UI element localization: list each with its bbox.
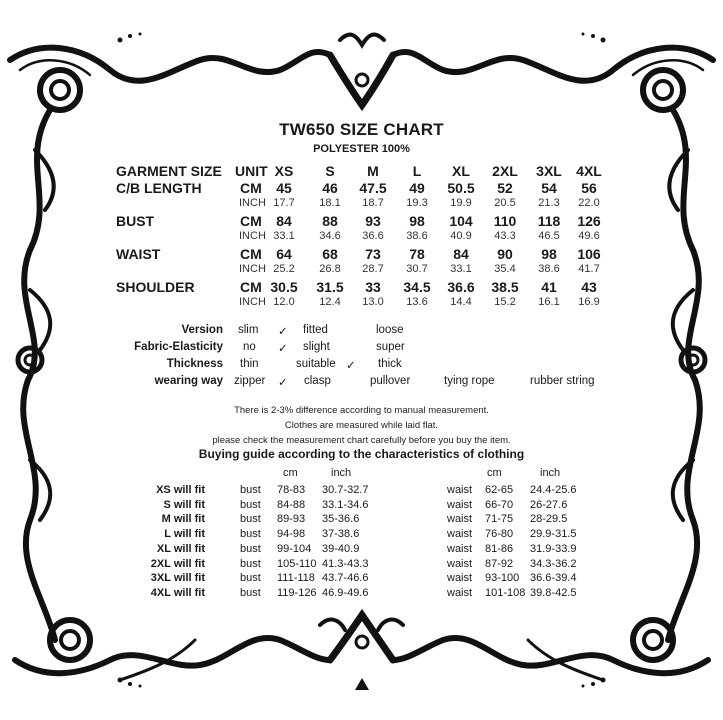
size-header-2xl: 2XL [492, 163, 518, 179]
guide-bust-inch-header: inch [331, 467, 352, 479]
inch-value: 21.3 [538, 197, 560, 209]
top-scroll-right [393, 48, 713, 81]
unit-inch-label: INCH [239, 197, 266, 209]
cm-value: 36.6 [447, 279, 475, 295]
inch-value: 20.5 [494, 197, 516, 209]
attribute-option-thin: thin [240, 358, 259, 370]
chart-title: TW650 SIZE CHART [279, 120, 444, 139]
measurement-label: SHOULDER [116, 279, 195, 295]
cm-value: 90 [497, 246, 513, 262]
guide-waist-cm: 87-92 [485, 557, 514, 570]
guide-bust-inch: 39-40.9 [322, 542, 360, 555]
size-header-xs: XS [274, 163, 294, 179]
guide-size-label: 2XL will fit [150, 557, 205, 570]
unit-cm-label: CM [240, 180, 262, 196]
bottom-center-ornament [330, 615, 393, 660]
attribute-option-tying-rope: tying rope [444, 375, 495, 387]
guide-waist-cm: 101-108 [485, 586, 526, 599]
measurement-label: WAIST [116, 246, 161, 262]
guide-waist-label: waist [447, 528, 473, 541]
guide-waist-inch: 34.3-36.2 [530, 557, 577, 570]
guide-bust-cm: 78-83 [277, 484, 306, 496]
inch-value: 46.5 [538, 230, 560, 242]
guide-waist-inch-header: inch [540, 467, 561, 479]
inch-value: 38.6 [406, 230, 428, 242]
cm-value: 64 [276, 246, 292, 262]
inch-value: 38.6 [538, 263, 560, 275]
guide-waist-cm: 62-65 [485, 484, 514, 496]
unit-header: UNIT [235, 163, 268, 179]
cm-value: 41 [541, 279, 557, 295]
guide-bust-inch: 37-38.6 [322, 528, 360, 541]
cm-value: 38.5 [491, 279, 519, 295]
guide-waist-cm: 81-86 [485, 542, 514, 555]
attribute-option-slim: slim [238, 324, 259, 336]
cm-value: 78 [409, 246, 425, 262]
guide-waist-inch: 31.9-33.9 [530, 542, 577, 555]
guide-bust-cm: 105-110 [277, 557, 317, 570]
inch-value: 33.1 [450, 263, 472, 275]
cm-value: 118 [537, 213, 561, 229]
attribute-option-thick: thick [378, 358, 402, 370]
inch-value: 33.1 [273, 230, 295, 242]
guide-bust-label: bust [240, 542, 261, 555]
inch-value: 12.4 [319, 296, 341, 308]
cm-value: 68 [322, 246, 338, 262]
inch-value: 17.7 [273, 197, 295, 209]
cm-value: 34.5 [403, 279, 431, 295]
attribute-option-super: super [376, 341, 405, 353]
attribute-option-zipper: zipper [234, 375, 266, 387]
guide-bust-inch: 35-36.6 [322, 513, 360, 526]
attribute-option-rubber-string: rubber string [530, 375, 595, 387]
inch-value: 22.0 [578, 197, 600, 209]
guide-bust-cm-header: cm [283, 467, 298, 479]
attribute-label: wearing way [154, 375, 223, 387]
bottom-scroll-left [15, 638, 330, 673]
guide-bust-cm: 111-118 [277, 572, 315, 585]
cm-value: 73 [365, 246, 381, 262]
guide-waist-inch: 29.9-31.5 [530, 528, 577, 541]
guide-bust-inch: 43.7-46.6 [322, 572, 369, 585]
attribute-option-clasp: clasp [304, 375, 331, 387]
guide-waist-inch: 39.8-42.5 [530, 586, 577, 599]
inch-value: 34.6 [319, 230, 341, 242]
cm-value: 46 [322, 180, 338, 196]
inch-value: 13.0 [362, 296, 384, 308]
guide-waist-cm-header: cm [487, 467, 502, 479]
guide-bust-label: bust [240, 498, 261, 511]
inch-value: 36.6 [362, 230, 384, 242]
size-header-m: M [367, 163, 379, 179]
guide-bust-label: bust [240, 572, 261, 585]
attribute-option-loose: loose [376, 324, 404, 336]
cm-value: 104 [449, 213, 473, 229]
guide-size-label: S will fit [163, 498, 205, 511]
check-mark-icon: ✓ [278, 343, 288, 355]
cm-value: 30.5 [270, 279, 298, 295]
inch-value: 18.7 [362, 197, 384, 209]
unit-cm-label: CM [240, 279, 262, 295]
garment-size-header: GARMENT SIZE [116, 163, 222, 179]
guide-bust-cm: 84-88 [277, 498, 306, 511]
guide-waist-cm: 76-80 [485, 528, 514, 541]
measurement-label: C/B LENGTH [116, 180, 202, 196]
bottom-scroll-right [393, 638, 708, 673]
attribute-label: Fabric-Elasticity [134, 341, 223, 353]
cm-value: 50.5 [447, 180, 475, 196]
material-subtitle: POLYESTER 100% [313, 143, 410, 155]
inch-value: 41.7 [578, 263, 600, 275]
cm-value: 54 [541, 180, 557, 196]
size-header-3xl: 3XL [536, 163, 562, 179]
guide-bust-cm: 94-98 [277, 528, 306, 541]
top-scroll-left [10, 48, 330, 81]
cm-value: 98 [541, 246, 557, 262]
guide-bust-cm: 89-93 [277, 513, 306, 526]
guide-size-label: M will fit [161, 513, 205, 526]
cm-value: 93 [365, 213, 381, 229]
inch-value: 30.7 [406, 263, 428, 275]
guide-bust-label: bust [240, 528, 261, 541]
inch-value: 26.8 [319, 263, 341, 275]
inch-value: 43.3 [494, 230, 516, 242]
size-header-xl: XL [452, 163, 470, 179]
check-mark-icon: ✓ [278, 326, 288, 338]
cm-value: 84 [276, 213, 292, 229]
guide-bust-label: bust [240, 513, 261, 526]
cm-value: 126 [577, 213, 601, 229]
size-header-l: L [412, 163, 422, 179]
guide-waist-label: waist [447, 557, 473, 570]
guide-waist-inch: 26-27.6 [530, 498, 568, 511]
attribute-label: Version [181, 324, 223, 336]
unit-cm-label: CM [240, 246, 262, 262]
guide-size-label: XL will fit [156, 542, 205, 555]
guide-waist-cm: 93-100 [485, 572, 520, 585]
unit-inch-label: INCH [239, 230, 266, 242]
cm-value: 33 [365, 279, 381, 295]
attribute-option-fitted: fitted [303, 324, 328, 336]
guide-size-label: 4XL will fit [150, 586, 205, 599]
cm-value: 45 [276, 180, 292, 196]
attribute-option-suitable: suitable [296, 358, 336, 370]
inch-value: 18.1 [319, 197, 341, 209]
guide-bust-cm: 99-104 [277, 542, 312, 555]
guide-waist-inch: 36.6-39.4 [530, 572, 577, 585]
guide-bust-label: bust [240, 484, 261, 496]
guide-waist-label: waist [447, 586, 473, 599]
cm-value: 56 [581, 180, 597, 196]
unit-inch-label: INCH [239, 296, 266, 308]
attribute-option-slight: slight [303, 341, 330, 353]
note-laid-flat: Clothes are measured while laid flat. [284, 420, 439, 431]
size-header-s: S [325, 163, 335, 179]
attribute-option-no: no [243, 341, 256, 353]
cm-value: 52 [497, 180, 513, 196]
cm-value: 47.5 [359, 180, 387, 196]
inch-value: 16.9 [578, 296, 600, 308]
guide-bust-inch: 46.9-49.6 [322, 586, 369, 599]
cm-value: 84 [453, 246, 469, 262]
unit-inch-label: INCH [239, 263, 266, 275]
guide-waist-cm: 66-70 [485, 498, 514, 511]
measurement-label: BUST [116, 213, 155, 229]
guide-size-label: XS will fit [156, 484, 205, 496]
guide-size-label: 3XL will fit [150, 572, 205, 585]
note-check-chart: please check the measurement chart carefully before you buy the item. [212, 435, 511, 446]
top-center-ornament [330, 55, 393, 105]
inch-value: 49.6 [578, 230, 600, 242]
inch-value: 13.6 [406, 296, 428, 308]
check-mark-icon: ✓ [346, 360, 356, 372]
check-mark-icon: ✓ [278, 377, 288, 389]
guide-waist-label: waist [447, 542, 473, 555]
inch-value: 15.2 [494, 296, 516, 308]
note-measurement-difference: There is 2-3% difference according to manual measurement. [234, 405, 489, 416]
guide-bust-inch: 41.3-43.3 [322, 557, 369, 570]
guide-bust-inch: 30.7-32.7 [322, 484, 369, 496]
inch-value: 40.9 [450, 230, 472, 242]
guide-waist-inch: 28-29.5 [530, 513, 568, 526]
size-header-4xl: 4XL [576, 163, 602, 179]
guide-waist-label: waist [447, 498, 473, 511]
buying-guide-title: Buying guide according to the characteristics of clothing [198, 447, 525, 461]
guide-waist-label: waist [447, 484, 473, 496]
guide-bust-label: bust [240, 586, 261, 599]
guide-size-label: L will fit [164, 528, 205, 541]
right-side-scroll [668, 110, 700, 640]
cm-value: 49 [409, 180, 425, 196]
guide-bust-cm: 119-126 [277, 586, 317, 599]
inch-value: 14.4 [450, 296, 472, 308]
inch-value: 19.3 [406, 197, 428, 209]
guide-waist-inch: 24.4-25.6 [530, 484, 577, 496]
cm-value: 106 [577, 246, 601, 262]
left-side-scroll [23, 110, 55, 640]
guide-waist-label: waist [447, 513, 473, 526]
cm-value: 98 [409, 213, 425, 229]
inch-value: 16.1 [538, 296, 560, 308]
cm-value: 88 [322, 213, 338, 229]
cm-value: 31.5 [316, 279, 344, 295]
attribute-option-pullover: pullover [370, 375, 411, 387]
attribute-label: Thickness [166, 358, 223, 370]
guide-waist-cm: 71-75 [485, 513, 514, 526]
inch-value: 12.0 [273, 296, 295, 308]
guide-bust-inch: 33.1-34.6 [322, 498, 369, 511]
inch-value: 28.7 [362, 263, 384, 275]
unit-cm-label: CM [240, 213, 262, 229]
guide-bust-label: bust [240, 557, 261, 570]
inch-value: 19.9 [450, 197, 472, 209]
guide-waist-label: waist [447, 572, 473, 585]
cm-value: 110 [493, 213, 517, 229]
inch-value: 35.4 [494, 263, 516, 275]
cm-value: 43 [581, 279, 597, 295]
inch-value: 25.2 [273, 263, 295, 275]
